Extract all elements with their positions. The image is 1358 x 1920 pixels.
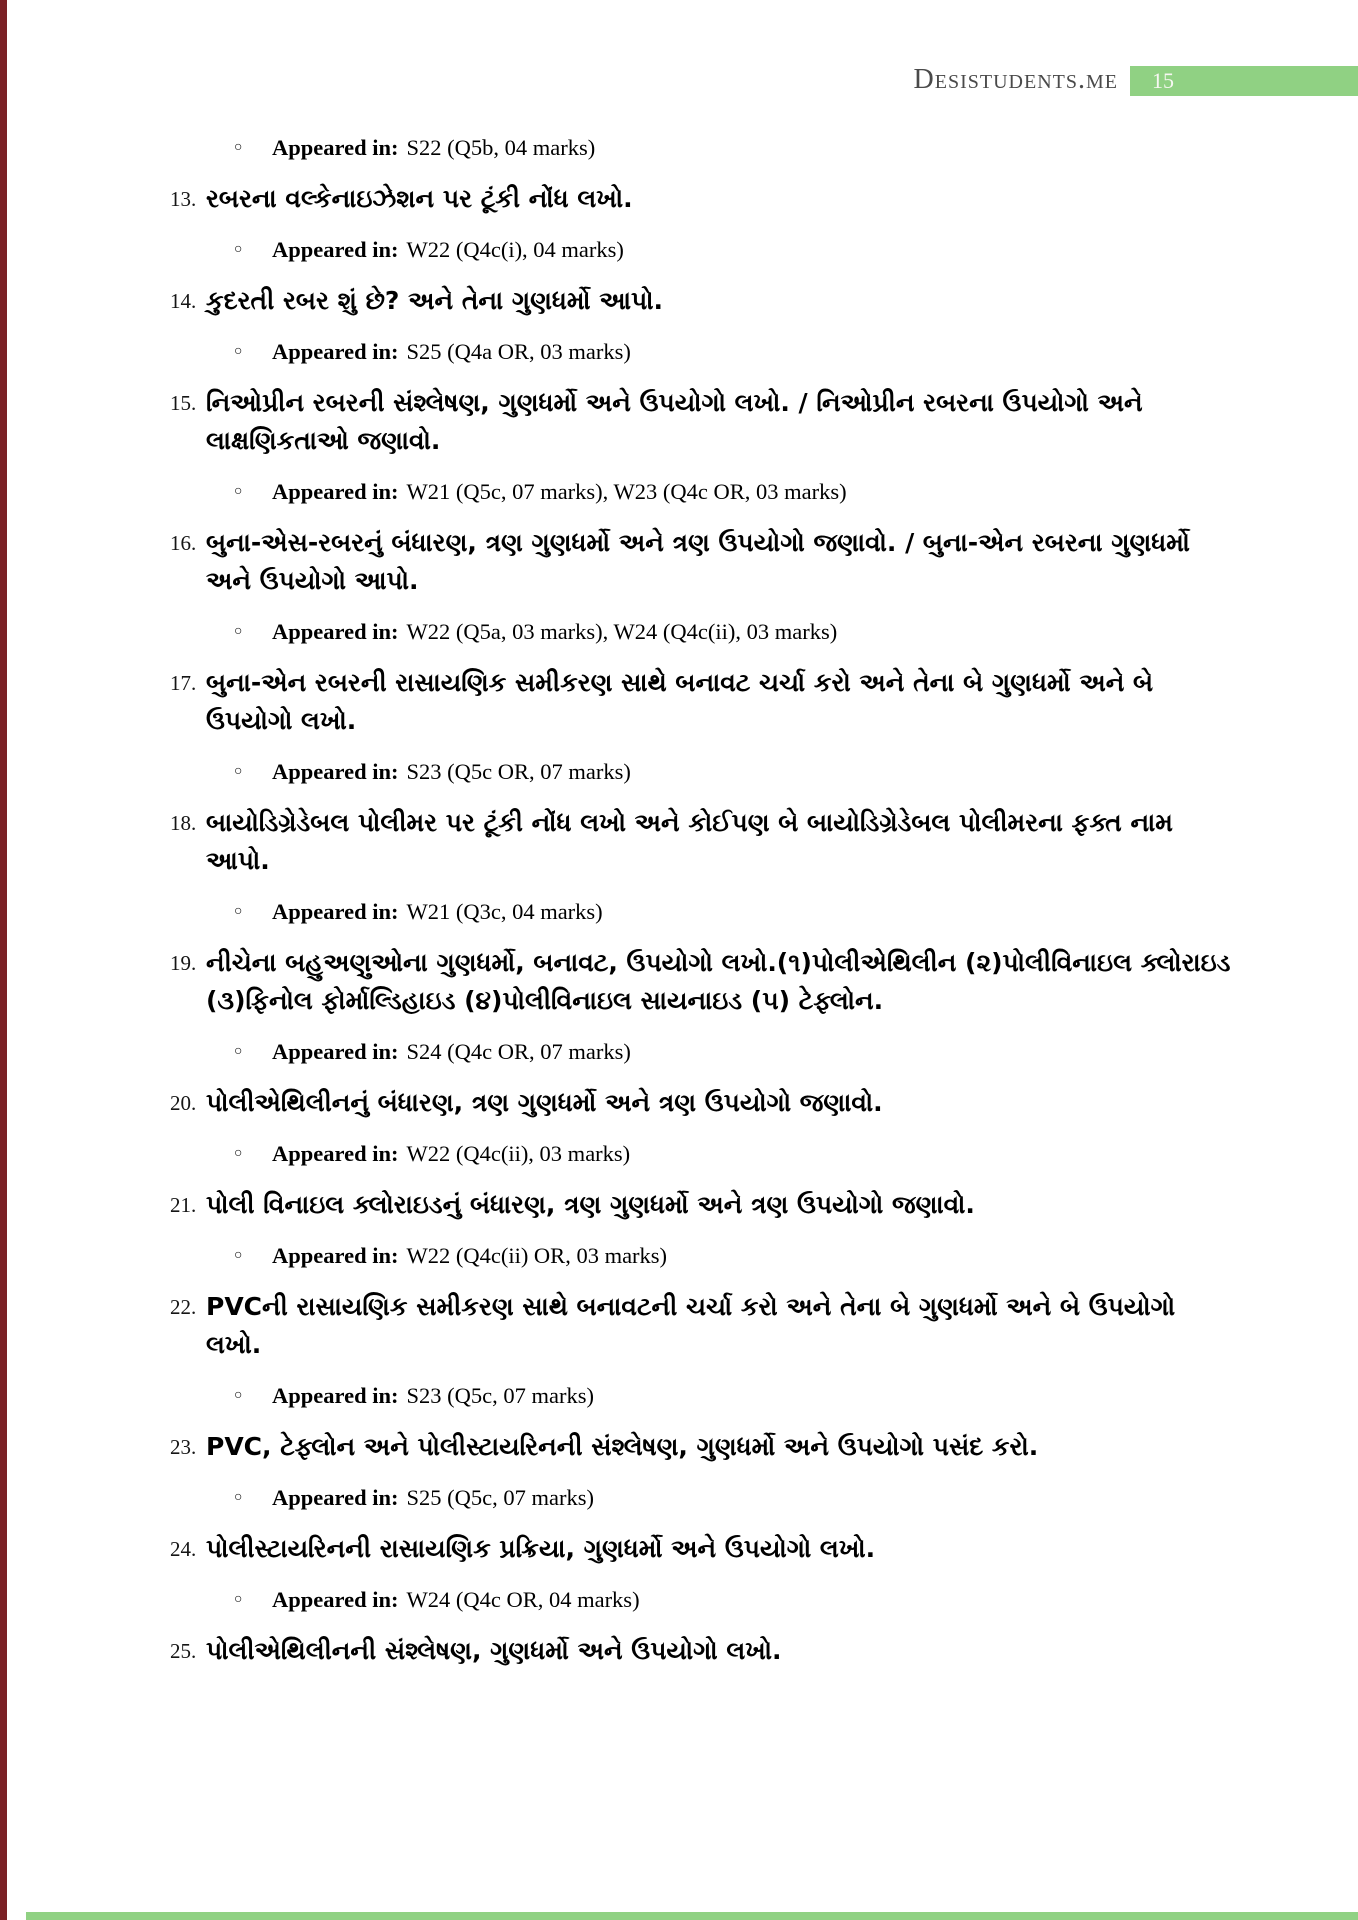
question-number: 21. bbox=[170, 1193, 197, 1217]
appeared-value: W22 (Q4c(ii), 03 marks) bbox=[406, 1141, 631, 1166]
question-text: નિઓપ્રીન રબરની સંશ્લેષણ, ગુણધર્મો અને ઉપયોગો લખો. / નિઓપ્રીન રબરના ઉપયોગો અને લાક્ષણિકતાઓ જણાવો. bbox=[206, 388, 1143, 455]
appeared-value: S24 (Q4c OR, 07 marks) bbox=[406, 1039, 631, 1064]
appeared-label: Appeared in: bbox=[272, 237, 399, 262]
question-item bbox=[170, 944, 1238, 1020]
appeared-label: Appeared in: bbox=[272, 759, 399, 784]
appeared-label: Appeared in: bbox=[272, 899, 399, 924]
question-number: 15. bbox=[170, 391, 197, 415]
question-item bbox=[170, 384, 1238, 460]
appeared-value: W21 (Q3c, 04 marks) bbox=[406, 899, 603, 924]
question-item bbox=[170, 524, 1238, 600]
appeared-value: W24 (Q4c OR, 04 marks) bbox=[406, 1587, 640, 1612]
appeared-row bbox=[170, 756, 1238, 788]
appeared-row bbox=[170, 896, 1238, 928]
appeared-value: S25 (Q5c, 07 marks) bbox=[406, 1485, 594, 1510]
appeared-row bbox=[170, 132, 1238, 164]
question-number: 22. bbox=[170, 1295, 197, 1319]
question-item bbox=[170, 1288, 1238, 1364]
circle-bullet-icon: ○ bbox=[234, 1490, 243, 1505]
question-item bbox=[170, 664, 1238, 740]
circle-bullet-icon: ○ bbox=[234, 140, 243, 155]
question-item bbox=[170, 804, 1238, 880]
site-name: Desistudents.me bbox=[913, 64, 1118, 95]
appeared-label: Appeared in: bbox=[272, 619, 399, 644]
question-item bbox=[170, 1428, 1238, 1466]
appeared-label: Appeared in: bbox=[272, 1141, 399, 1166]
question-item bbox=[170, 180, 1238, 218]
circle-bullet-icon: ○ bbox=[234, 1248, 243, 1263]
appeared-value: W22 (Q4c(ii) OR, 03 marks) bbox=[406, 1243, 668, 1268]
circle-bullet-icon: ○ bbox=[234, 484, 243, 499]
appeared-label: Appeared in: bbox=[272, 1039, 399, 1064]
page-number-badge bbox=[1130, 66, 1358, 96]
appeared-value: W21 (Q5c, 07 marks), W23 (Q4c OR, 03 marks) bbox=[406, 479, 847, 504]
appeared-row bbox=[170, 1482, 1238, 1514]
appeared-value: S25 (Q4a OR, 03 marks) bbox=[406, 339, 631, 364]
question-number: 19. bbox=[170, 951, 197, 975]
question-number: 20. bbox=[170, 1091, 197, 1115]
appeared-label: Appeared in: bbox=[272, 1383, 399, 1408]
question-text: બાયોડિગ્રેડેબલ પોલીમર પર ટૂંકી નોંધ લખો અને કોઈપણ બે બાયોડિગ્રેડેબલ પોલીમરના ફક્ત નામ આપો. bbox=[206, 808, 1173, 875]
appeared-row bbox=[170, 336, 1238, 368]
appeared-row bbox=[170, 1138, 1238, 1170]
question-item bbox=[170, 1632, 1238, 1670]
appeared-row bbox=[170, 1240, 1238, 1272]
question-text: નીચેના બહુઅણુઓના ગુણધર્મો, બનાવટ, ઉપયોગો લખો.(૧)પોલીએથિલીન (૨)પોલીવિનાઇલ ક્લોરાઇડ (૩)ફિનોલ ફોર્માલ્ડિહાઇડ (૪)પોલીવિનાઇલ સાયનાઇડ (૫) ટેફ્લોન. bbox=[206, 948, 1231, 1015]
appeared-label: Appeared in: bbox=[272, 479, 399, 504]
circle-bullet-icon: ○ bbox=[234, 1044, 243, 1059]
question-number: 24. bbox=[170, 1537, 197, 1561]
circle-bullet-icon: ○ bbox=[234, 344, 243, 359]
appeared-label: Appeared in: bbox=[272, 1587, 399, 1612]
question-text: કુદરતી રબર શું છે? અને તેના ગુણધર્મો આપો. bbox=[206, 286, 664, 315]
question-number: 25. bbox=[170, 1639, 197, 1663]
question-number: 23. bbox=[170, 1435, 197, 1459]
circle-bullet-icon: ○ bbox=[234, 764, 243, 779]
question-text: બુના-એસ-રબરનું બંધારણ, ત્રણ ગુણધર્મો અને ત્રણ ઉપયોગો જણાવો. / બુના-એન રબરના ગુણધર્મો અને ઉપયોગો આપો. bbox=[206, 528, 1190, 595]
question-number: 16. bbox=[170, 531, 197, 555]
appeared-value: W22 (Q4c(i), 04 marks) bbox=[406, 237, 624, 262]
appeared-value: W22 (Q5a, 03 marks), W24 (Q4c(ii), 03 marks) bbox=[406, 619, 838, 644]
question-item bbox=[170, 1530, 1238, 1568]
appeared-label: Appeared in: bbox=[272, 1243, 399, 1268]
appeared-label: Appeared in: bbox=[272, 1485, 399, 1510]
question-item bbox=[170, 1084, 1238, 1122]
question-number: 14. bbox=[170, 289, 197, 313]
appeared-row bbox=[170, 616, 1238, 648]
question-text: પોલીસ્ટાયરિનની રાસાયણિક પ્રક્રિયા, ગુણધર્મો અને ઉપયોગો લખો. bbox=[206, 1534, 876, 1563]
question-number: 13. bbox=[170, 187, 197, 211]
question-text: PVCની રાસાયણિક સમીકરણ સાથે બનાવટની ચર્ચા કરો અને તેના બે ગુણધર્મો અને બે ઉપયોગો લખો. bbox=[206, 1292, 1176, 1359]
appeared-value: S23 (Q5c OR, 07 marks) bbox=[406, 759, 631, 784]
question-item bbox=[170, 282, 1238, 320]
appeared-row bbox=[170, 1584, 1238, 1616]
question-text: PVC, ટેફ્લોન અને પોલીસ્ટાયરિનની સંશ્લેષણ, ગુણધર્મો અને ઉપયોગો પસંદ કરો. bbox=[206, 1432, 1039, 1461]
question-text: પોલીએથિલીનની સંશ્લેષણ, ગુણધર્મો અને ઉપયોગો લખો. bbox=[206, 1636, 782, 1665]
question-text: બુના-એન રબરની રાસાયણિક સમીકરણ સાથે બનાવટ ચર્ચા કરો અને તેના બે ગુણધર્મો અને બે ઉપયોગો લખો. bbox=[206, 668, 1154, 735]
circle-bullet-icon: ○ bbox=[234, 1592, 243, 1607]
question-item bbox=[170, 1186, 1238, 1224]
question-text: પોલી વિનાઇલ ક્લોરાઇડનું બંધારણ, ત્રણ ગુણધર્મો અને ત્રણ ઉપયોગો જણાવો. bbox=[206, 1190, 975, 1219]
bottom-edge-stripe bbox=[26, 1912, 1358, 1920]
circle-bullet-icon: ○ bbox=[234, 624, 243, 639]
appeared-row bbox=[170, 476, 1238, 508]
question-text: પોલીએથિલીનનું બંધારણ, ત્રણ ગુણધર્મો અને ત્રણ ઉપયોગો જણાવો. bbox=[206, 1088, 883, 1117]
appeared-label: Appeared in: bbox=[272, 339, 399, 364]
question-number: 17. bbox=[170, 671, 197, 695]
circle-bullet-icon: ○ bbox=[234, 1146, 243, 1161]
appeared-row bbox=[170, 1036, 1238, 1068]
appeared-row bbox=[170, 1380, 1238, 1412]
page-number: 15 bbox=[1152, 68, 1174, 93]
circle-bullet-icon: ○ bbox=[234, 1388, 243, 1403]
appeared-row bbox=[170, 234, 1238, 266]
appeared-label: Appeared in: bbox=[272, 135, 399, 160]
appeared-value: S22 (Q5b, 04 marks) bbox=[406, 135, 596, 160]
question-number: 18. bbox=[170, 811, 197, 835]
question-text: રબરના વલ્કેનાઇઝેશન પર ટૂંકી નોંધ લખો. bbox=[206, 184, 633, 213]
circle-bullet-icon: ○ bbox=[234, 904, 243, 919]
appeared-value: S23 (Q5c, 07 marks) bbox=[406, 1383, 594, 1408]
circle-bullet-icon: ○ bbox=[234, 242, 243, 257]
left-edge-stripe bbox=[0, 0, 7, 1920]
